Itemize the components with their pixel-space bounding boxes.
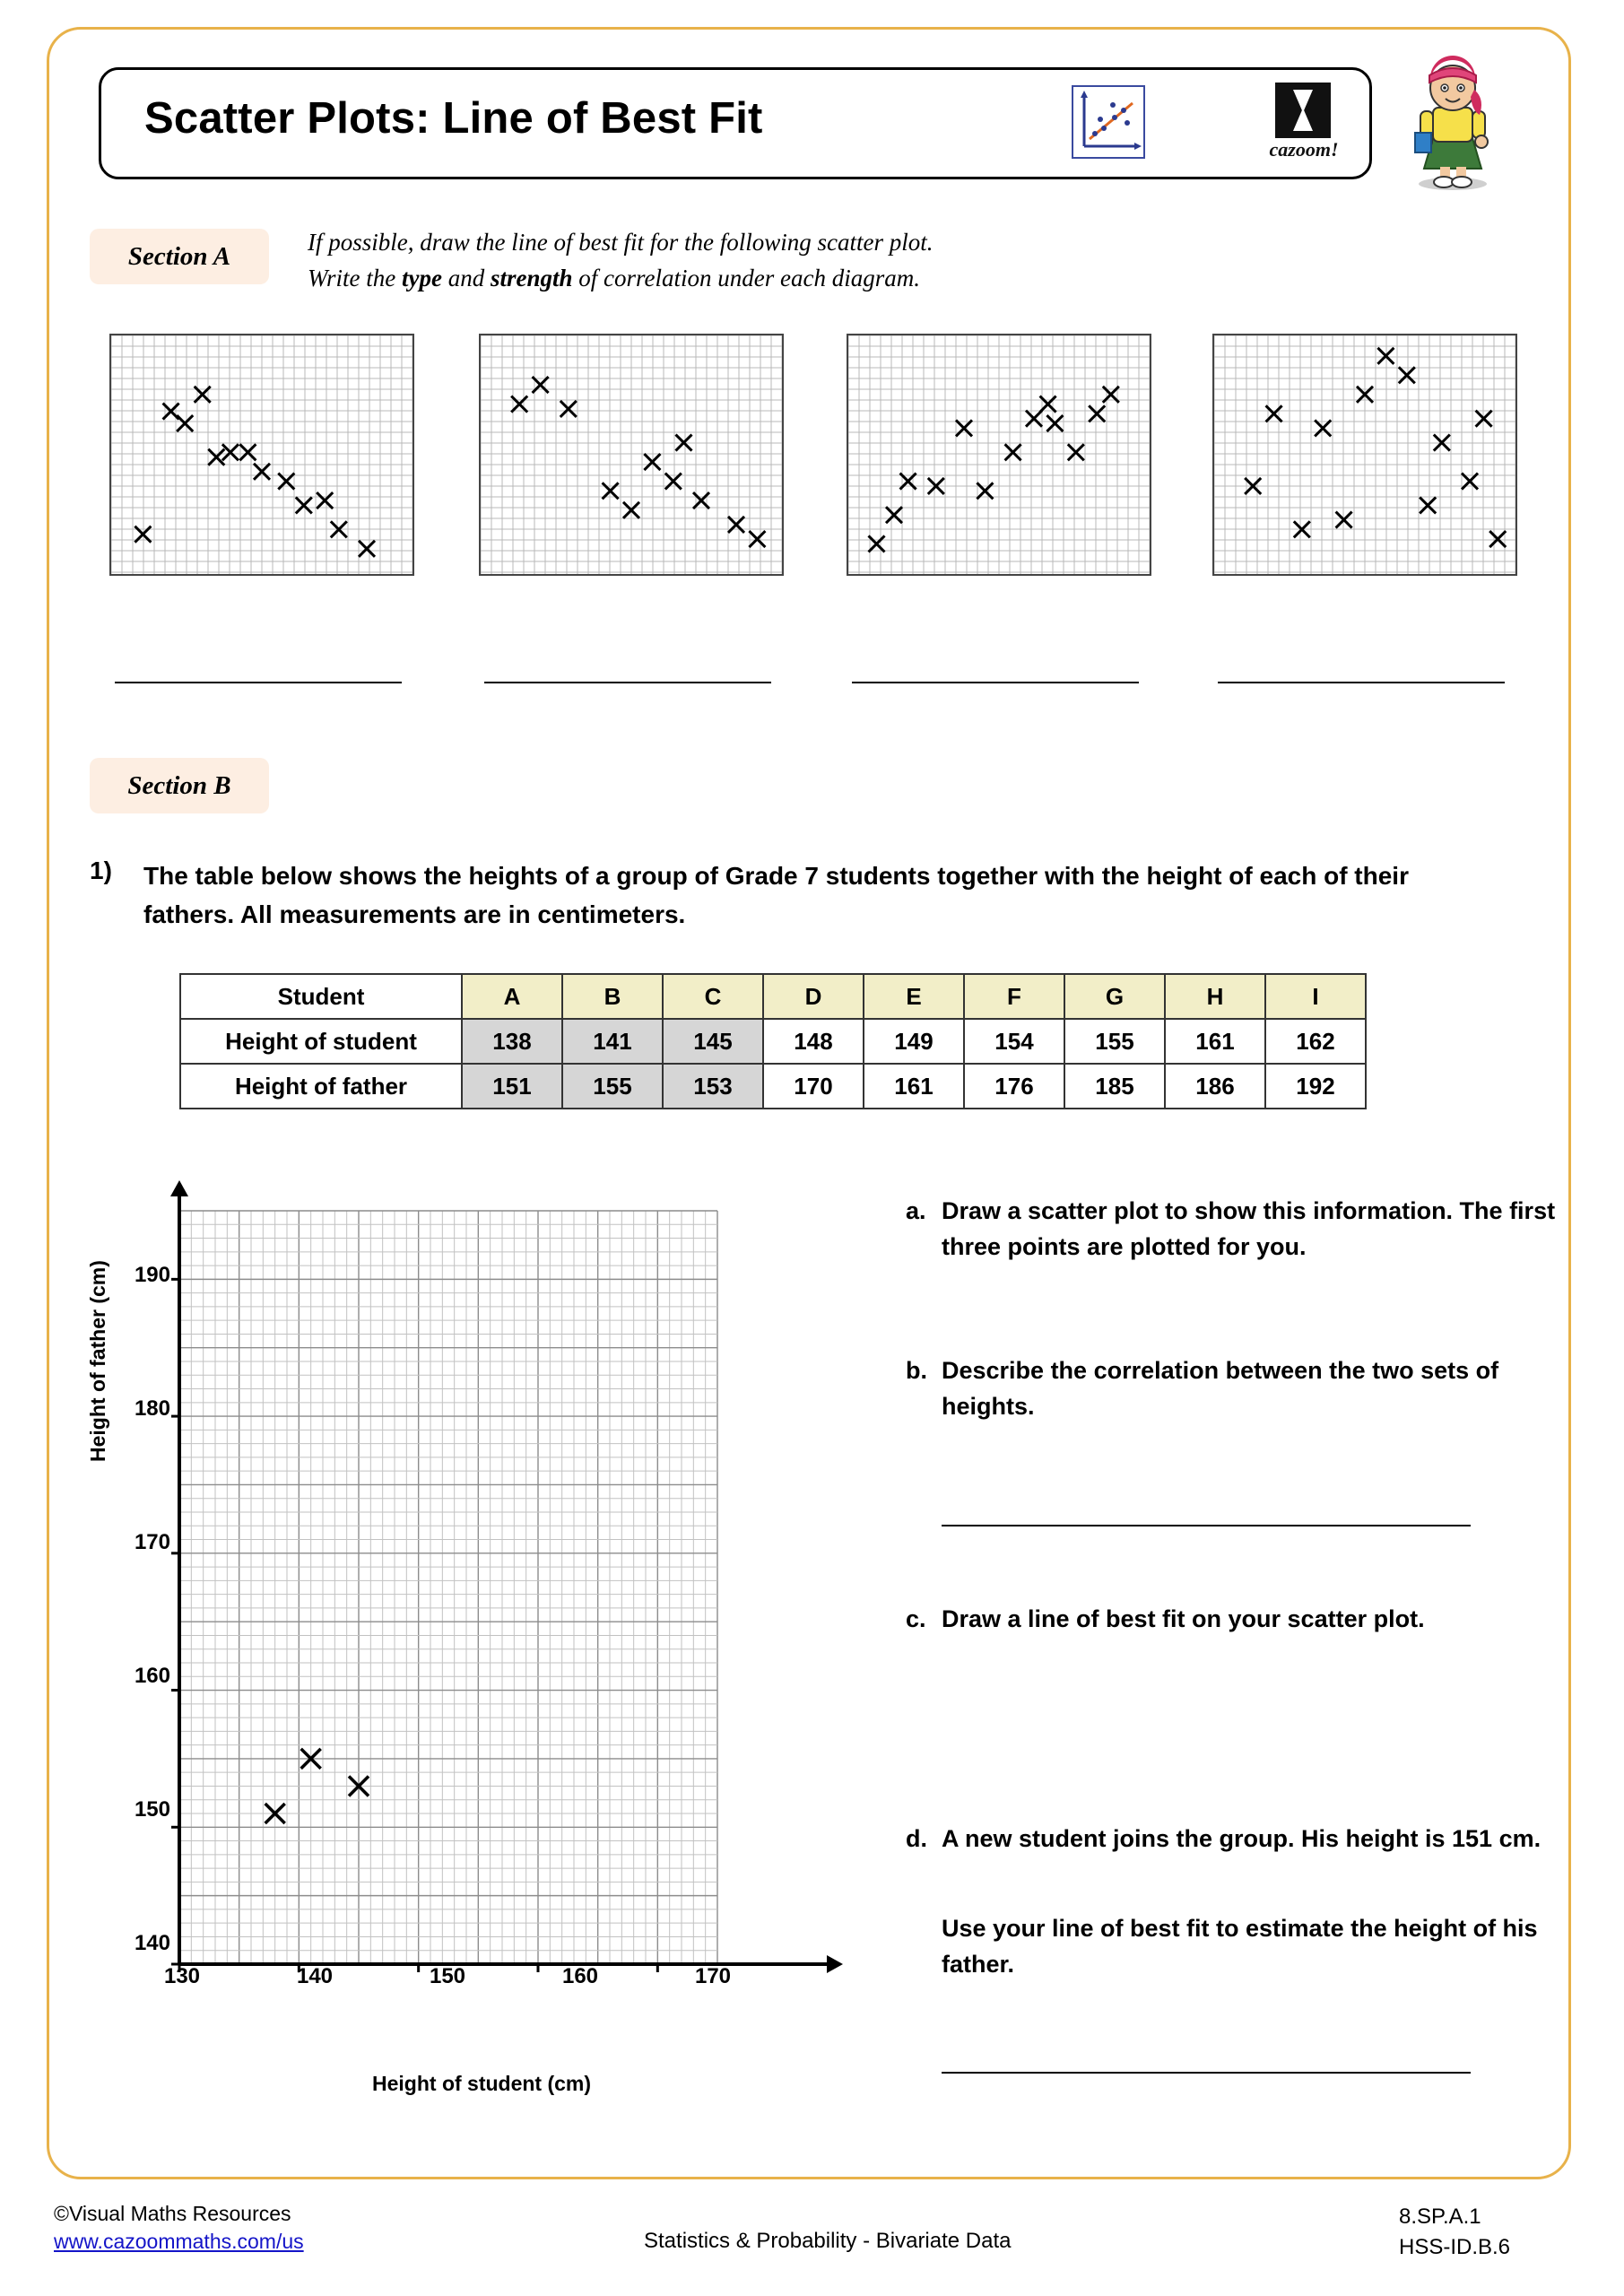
table-cell: 161 [864, 1064, 964, 1109]
row-header-height-student: Height of student [180, 1019, 462, 1064]
instr-pre: Write the [308, 265, 402, 291]
section-a-instructions [308, 224, 1294, 296]
table-cell: D [763, 974, 864, 1019]
x-axis-label: Height of student (cm) [372, 2072, 592, 2095]
x-tick-label: 150 [429, 1964, 466, 1988]
x-tick-label: 170 [694, 1964, 732, 1988]
table-cell: 154 [964, 1019, 1064, 1064]
table-cell: 148 [763, 1019, 864, 1064]
task-text: Describe the correlation between the two sets of heights. [942, 1357, 1499, 1420]
y-tick-label: 150 [134, 1797, 170, 1822]
website-link[interactable]: www.cazoommaths.com/us [54, 2230, 304, 2253]
table-cell: 186 [1165, 1064, 1265, 1109]
y-tick-label: 170 [134, 1530, 170, 1554]
table-cell: A [462, 974, 562, 1019]
table-cell: E [864, 974, 964, 1019]
table-cell: 149 [864, 1019, 964, 1064]
answer-line-4[interactable] [1218, 682, 1505, 683]
cazoom-logo [1255, 83, 1352, 165]
task-letter: a. [906, 1197, 926, 1224]
scatter-plot-2 [479, 334, 784, 576]
task-letter: c. [906, 1605, 926, 1632]
table-cell: G [1064, 974, 1165, 1019]
table-cell: F [964, 974, 1064, 1019]
task-c [906, 1601, 1560, 1637]
scatter-plot-1 [109, 334, 414, 576]
table-cell: 145 [663, 1019, 763, 1064]
task-letter: b. [906, 1357, 927, 1384]
section-b-label: Section B [90, 758, 269, 813]
table-cell: 176 [964, 1064, 1064, 1109]
instr-post: of correlation under each diagram. [572, 265, 920, 291]
table-cell: 138 [462, 1019, 562, 1064]
instr-mid: and [441, 265, 491, 291]
table-cell: 161 [1165, 1019, 1265, 1064]
footer-codes [1399, 2202, 1510, 2263]
x-tick-label: 140 [296, 1964, 334, 1988]
copyright-text: ©Visual Maths Resources [54, 2202, 291, 2225]
hourglass-icon [1275, 83, 1331, 138]
y-tick-label: 160 [134, 1664, 170, 1688]
table-cell: 162 [1265, 1019, 1366, 1064]
answer-line-1[interactable] [115, 682, 402, 683]
task-b [906, 1352, 1560, 1424]
table-cell: 192 [1265, 1064, 1366, 1109]
task-d [906, 1821, 1560, 1857]
standard-code-2: HSS-ID.B.6 [1399, 2235, 1511, 2259]
answer-line-3[interactable] [852, 682, 1139, 683]
task-letter: d. [906, 1825, 927, 1852]
task-text: Draw a line of best fit on your scatter plot. [942, 1605, 1425, 1632]
instr-bold-type: type [401, 265, 442, 291]
footer-topic: Statistics & Probability - Bivariate Data [644, 2229, 1012, 2253]
table-cell: 155 [1064, 1019, 1165, 1064]
instruction-line-2 [308, 260, 1294, 296]
instr-bold-strength: strength [490, 265, 573, 291]
task-d-continued [942, 1910, 1560, 1982]
table-row-father-height [180, 1064, 1366, 1109]
task-text: Use your line of best fit to estimate the height of his father. [942, 1915, 1538, 1978]
scatter-plot-grid[interactable] [143, 1175, 852, 2027]
standard-code-1: 8.SP.A.1 [1399, 2205, 1481, 2229]
y-axis-label: Height of father (cm) [86, 1260, 109, 1462]
brand-name: cazoom! [1269, 138, 1339, 161]
answer-line-d[interactable] [942, 2072, 1471, 2074]
title-bar [99, 67, 1372, 179]
row-header-student: Student [180, 974, 462, 1019]
section-a-label: Section A [90, 229, 269, 284]
task-a [906, 1193, 1560, 1265]
question-text: The table below shows the heights of a group of Grade 7 students together with the height of each of their fathers. All measurements are in centimeters. [143, 862, 1409, 928]
table-cell: I [1265, 974, 1366, 1019]
scatter-plot-4 [1212, 334, 1517, 576]
table-cell: 151 [462, 1064, 562, 1109]
table-cell: 155 [562, 1064, 663, 1109]
heights-table [179, 973, 1367, 1109]
question-number: 1) [90, 857, 112, 884]
table-row-student-height [180, 1019, 1366, 1064]
table-cell: 185 [1064, 1064, 1165, 1109]
y-tick-label: 180 [134, 1396, 170, 1421]
scatter-chart-icon [1072, 85, 1145, 159]
scatter-plot-3 [847, 334, 1151, 576]
x-tick-label: 160 [561, 1964, 599, 1988]
table-cell: C [663, 974, 763, 1019]
task-text: A new student joins the group. His height is 151 cm. [942, 1825, 1541, 1852]
answer-line-2[interactable] [484, 682, 771, 683]
y-tick-label: 190 [134, 1263, 170, 1287]
instruction-line-1: If possible, draw the line of best fit for the following scatter plot. [308, 229, 934, 256]
x-tick-label: 130 [163, 1964, 201, 1988]
y-tick-label: 140 [134, 1931, 170, 1955]
table-cell: B [562, 974, 663, 1019]
table-row-header [180, 974, 1366, 1019]
footer-left [54, 2202, 304, 2254]
page-title: Scatter Plots: Line of Best Fit [144, 94, 763, 143]
student-mascot-icon [1399, 56, 1507, 190]
table-cell: 170 [763, 1064, 864, 1109]
task-text: Draw a scatter plot to show this information. The first three points are plotted for you. [942, 1197, 1556, 1260]
table-cell: H [1165, 974, 1265, 1019]
table-cell: 141 [562, 1019, 663, 1064]
table-cell: 153 [663, 1064, 763, 1109]
answer-line-b[interactable] [942, 1525, 1471, 1526]
row-header-height-father: Height of father [180, 1064, 462, 1109]
